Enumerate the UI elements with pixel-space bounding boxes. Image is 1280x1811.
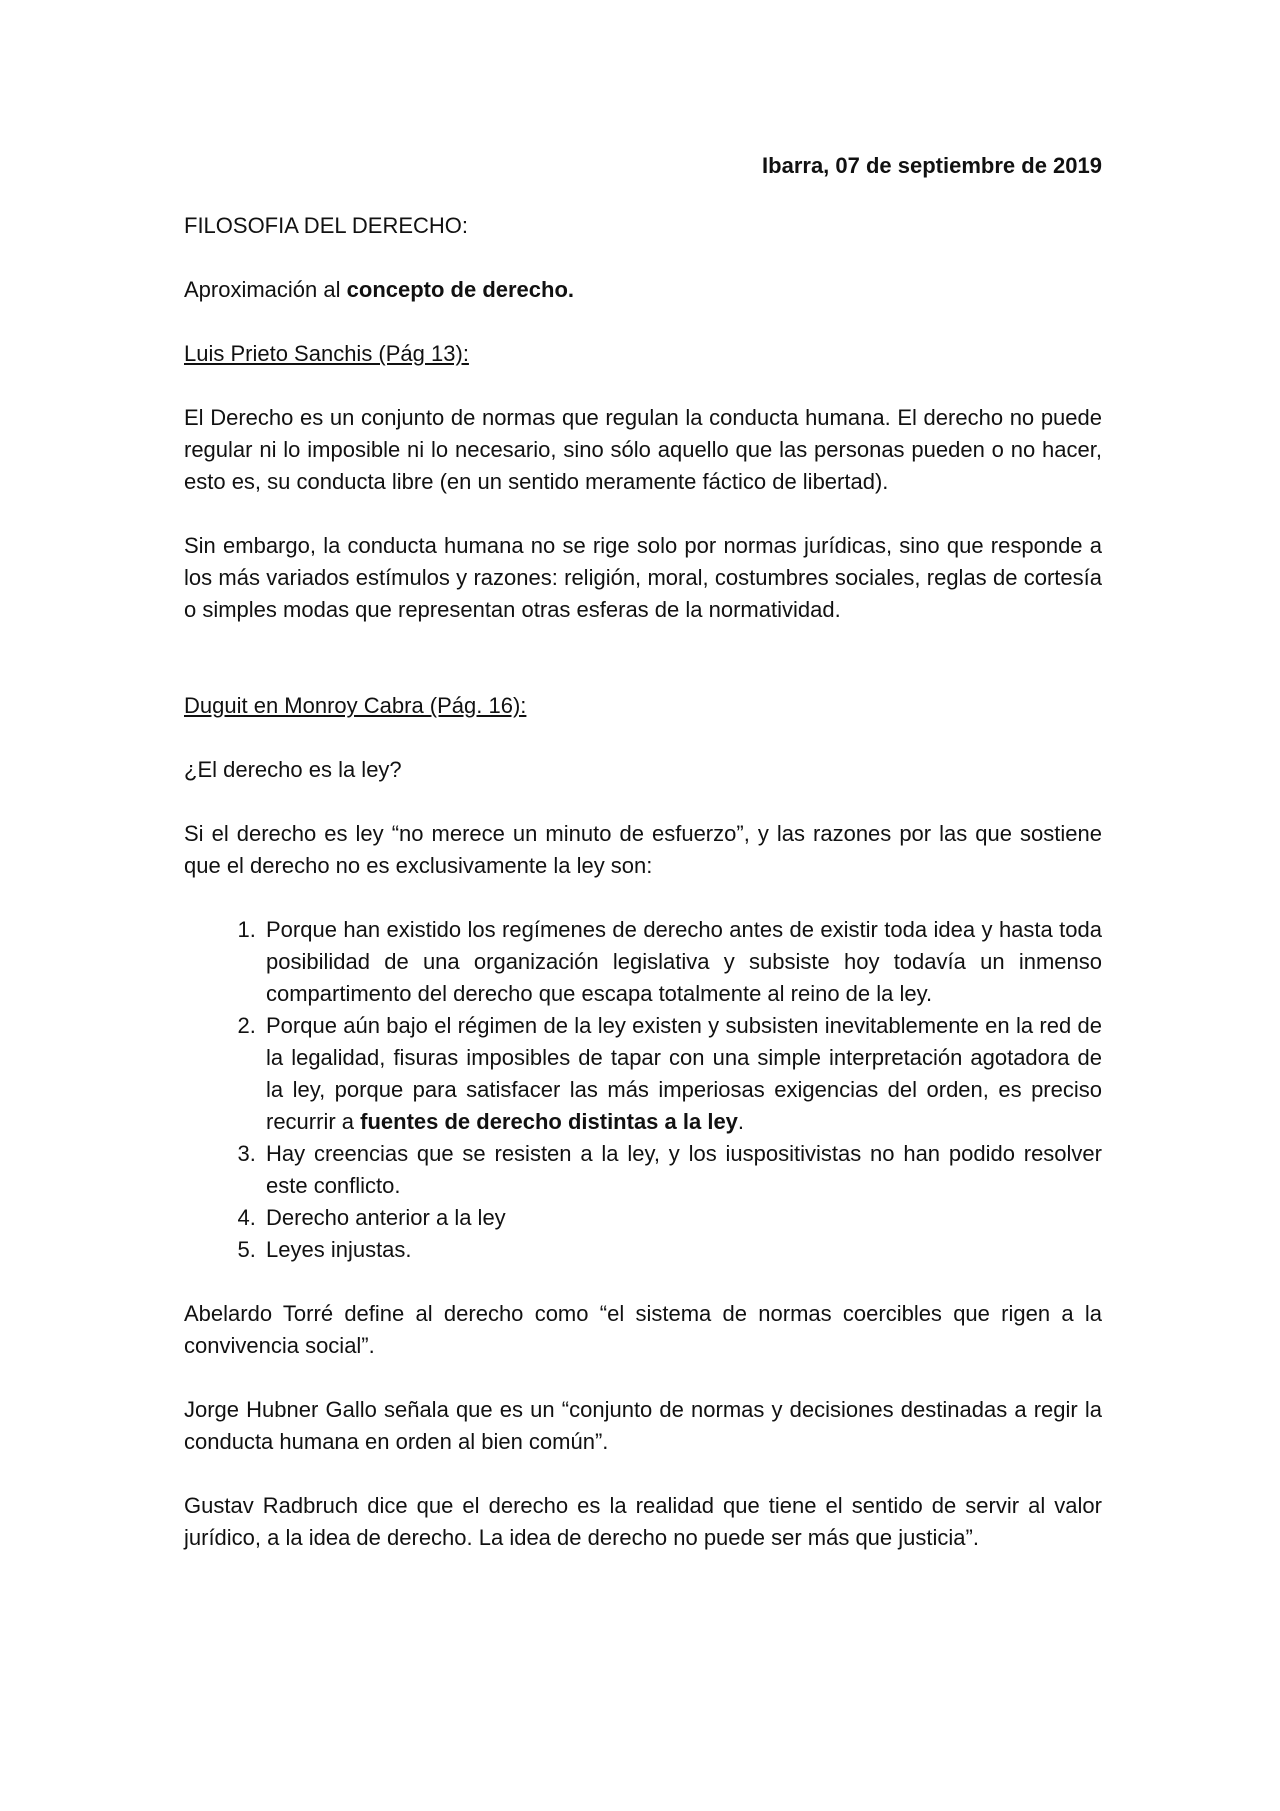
paragraph-prieto-2: Sin embargo, la conducta humana no se rige solo por normas jurídicas, sino que responde a los más variados estímulos y razones: religión, moral, costumbres sociales, reglas de cortesía o simples modas que representan otras esferas de la normatividad. xyxy=(184,533,1102,622)
intro-prefix: Aproximación al xyxy=(184,277,347,302)
section-heading-duguit: Duguit en Monroy Cabra (Pág. 16): xyxy=(184,693,527,718)
list-item: 1. Porque han existido los regímenes de derecho antes de existir toda idea y hasta toda posibilidad de una organización legislativa y subsiste hoy todavía un inmenso compartimento del derecho que escapa totalmente al reino de la ley. xyxy=(262,914,1102,1010)
list-item: 4. Derecho anterior a la ley xyxy=(262,1202,1102,1234)
paragraph-duguit-lead: Si el derecho es ley “no merece un minuto de esfuerzo”, y las razones por las que sostiene que el derecho no es exclusivamente la ley son: xyxy=(184,821,1102,878)
paragraph-radbruch: Gustav Radbruch dice que el derecho es la realidad que tiene el sentido de servir al valor jurídico, a la idea de derecho. La idea de derecho no puede ser más que justicia”. xyxy=(184,1493,1102,1550)
list-item: 5. Leyes injustas. xyxy=(262,1234,1102,1266)
intro-line xyxy=(184,274,1102,306)
paragraph-prieto-1: El Derecho es un conjunto de normas que regulan la conducta humana. El derecho no puede regular ni lo imposible ni lo necesario, sino sólo aquello que las personas pueden o no hacer, esto es, su conducta libre (en un sentido meramente fáctico de libertad). xyxy=(184,405,1102,494)
list-item xyxy=(262,1010,1102,1138)
list-item-suffix: . xyxy=(737,1109,745,1134)
list-item-bold: fuentes de derecho distintas a la ley xyxy=(360,1109,738,1134)
section-heading-prieto: Luis Prieto Sanchis (Pág 13): xyxy=(184,341,469,366)
paragraph-hubner: Jorge Hubner Gallo señala que es un “conjunto de normas y decisiones destinadas a regir la conducta humana en orden al bien común”. xyxy=(184,1397,1102,1454)
question-line: ¿El derecho es la ley? xyxy=(184,757,402,782)
subject-text: FILOSOFIA DEL DERECHO: xyxy=(184,213,469,238)
list-item-text: Porque aún bajo el régimen de la ley existen y subsisten inevitablemente en la red de la legalidad, fisuras imposibles de tapar con una simple interpretación agotadora de la ley, porque para satisfacer las más imperiosas exigencias del orden, es preciso recurrir a xyxy=(266,1013,1102,1134)
list-item: 3. Hay creencias que se resisten a la ley, y los iuspositivistas no han podido resolver este conflicto. xyxy=(262,1138,1102,1202)
document-date: Ibarra, 07 de septiembre de 2019 xyxy=(762,153,1102,178)
document-subject xyxy=(184,210,1102,242)
reasons-list xyxy=(184,914,1102,1266)
paragraph-torre: Abelardo Torré define al derecho como “el sistema de normas coercibles que rigen a la convivencia social”. xyxy=(184,1301,1102,1358)
intro-bold: concepto de derecho. xyxy=(346,277,575,302)
